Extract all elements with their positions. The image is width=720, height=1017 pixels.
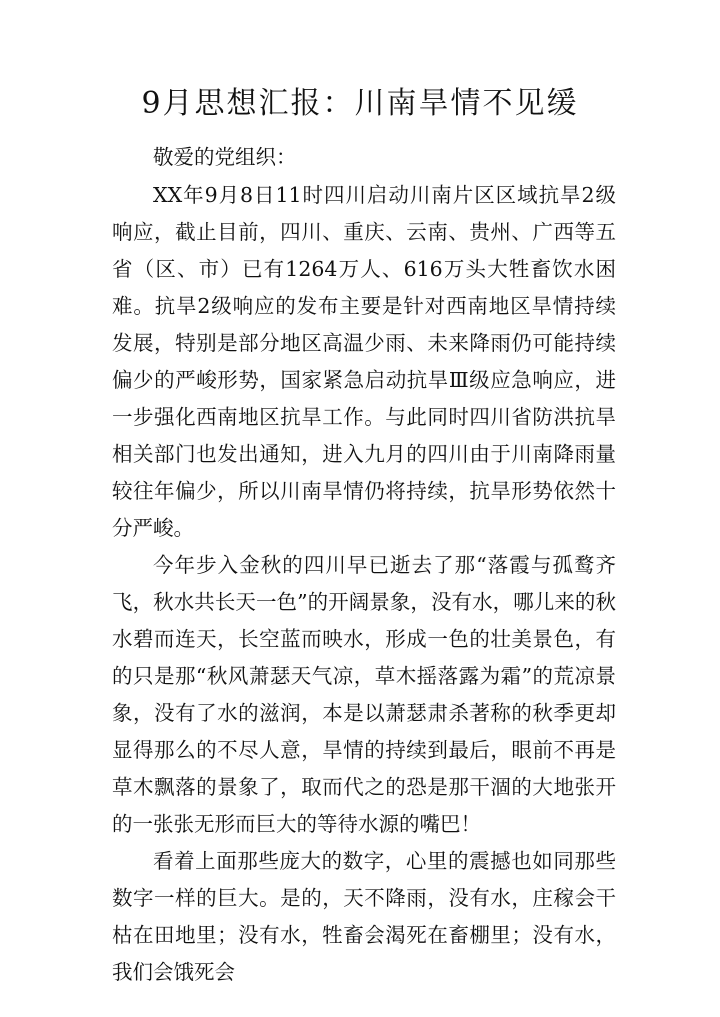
paragraph-2: 今年步入金秋的四川早已逝去了那“落霞与孤鹜齐飞，秋水共长天一色”的开阔景象，没有水，哪儿来的秋水碧而连天，长空蓝而映水，形成一色的壮美景色，有的只是那“秋风萧瑟天气凉，草木摇落露为霜”的荒凉景象，没有了水的滋润，本是以萧瑟肃杀著称的秋季更却显得那么的不尽人意，旱情的持续到最后，眼前不再是草木飘落的景象了，取而代之的恐是那干涸的大地张开的一张张无形而巨大的等待水源的嘴巴！ [112,553,616,836]
paragraph-3: 看着上面那些庞大的数字，心里的震撼也如同那些数字一样的巨大。是的，天不降雨，没有水，庄稼会干枯在田地里；没有水，牲畜会渴死在畜棚里；没有水，我们会饿死会 [112,849,616,984]
document-title: 9月思想汇报：川南旱情不见缓 [141,86,579,121]
paragraph-1: XX年9月8日11时四川启动川南片区区域抗旱2级响应，截止目前，四川、重庆、云南、贵州、广西等五省（区、市）已有1264万人、616万头大牲畜饮水困难。抗旱2级响应的发布主要是针对西南地区旱情持续发展，特别是部分地区高温少雨、未来降雨仍可能持续偏少的严峻形势，国家紧急启动抗旱Ⅲ级应急响应，进一步强化西南地区抗旱工作。与此同时四川省防洪抗旱相关部门也发出通知，进入九月的四川由于川南降雨量较往年偏少，所以川南旱情仍将持续，抗旱形势依然十分严峻。 [112,183,616,540]
document-body [112,139,616,991]
greeting-line: 敬爱的党组织： [153,145,297,169]
